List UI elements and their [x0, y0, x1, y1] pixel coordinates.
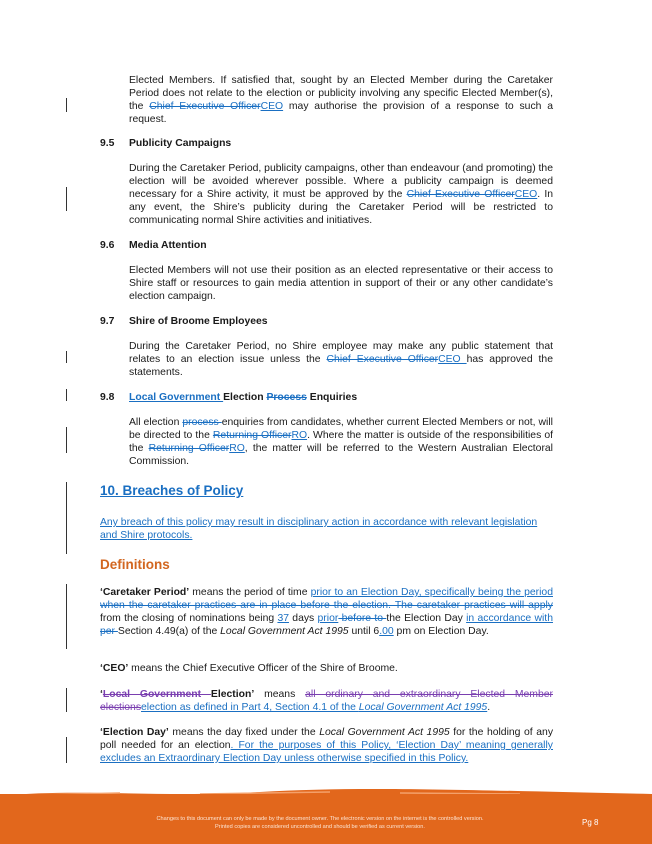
deleted-text: process — [182, 417, 222, 428]
footer-disclaimer: Changes to this document can only be made by the document owner. The electronic version on the internet is the controlled version. Printed copies are considered uncontrolled and should be verified as current version. — [156, 816, 484, 830]
deleted-text: Local Government — [102, 689, 211, 700]
definition-ceo: ‘CEO’ means the Chief Executive Officer of the Shire of Broome. — [100, 663, 398, 674]
section-9-5-paragraph: During the Caretaker Period, publicity campaigns, other than endeavour (and promoting) the election will be avoided wherever possible. Where a publicity campaign is deemed necessary for a Shire activity, it must be approved by the Chief Executive OfficerCEO. In any event, the Shire’s publicity during the Caretaker Period will be restricted to communicating normal Shire activities and initiatives. — [129, 163, 553, 226]
inserted-text: .00 — [379, 626, 394, 637]
deleted-text: before to — [338, 613, 387, 624]
inserted-text: CEO — [514, 189, 538, 200]
section-9-7-paragraph: During the Caretaker Period, no Shire employee may make any public statement that relates to an election issue unless the Chief Executive OfficerCEO has approved the statements. — [129, 341, 553, 378]
change-bar — [66, 187, 67, 211]
deleted-text: all ordinary and extraordinary Elected Member elections — [100, 689, 553, 713]
deleted-text: when the caretaker practices are in place before the election. The caretaker practices will apply — [100, 600, 553, 611]
section-9-6-paragraph: Elected Members will not use their position as an elected representative or their access to Shire staff or resources to gain media attention in support of their or any other candidate’s election campaign. — [129, 265, 553, 302]
inserted-text: . For the purposes of this Policy, ‘Election Day’ meaning generally excludes an Extraordinary Election Day unless otherwise specified in this Policy. — [100, 740, 553, 764]
inserted-text: prior to an Election Day, specifically being the period — [310, 587, 553, 598]
inserted-text: prior — [317, 613, 339, 624]
definition-election: ‘Local Government Election’ means all ordinary and extraordinary Elected Member electionselection as defined in Part 4, Section 4.1 of the Local Government Act 1995. — [100, 689, 553, 713]
section-9-8-paragraph: All election process enquiries from candidates, whether current Elected Members or not, will be directed to the Returning OfficerRO. Where the matter is outside of the responsibilities of the Returning OfficerRO, the matter will be referred to the Western Australian Electoral Commission. — [129, 417, 554, 467]
change-bar — [66, 351, 67, 363]
inserted-text: CEO — [260, 101, 284, 112]
deleted-text: Returning Officer — [148, 443, 230, 454]
document-page: Elected Members. If satisfied that, sought by an Elected Member during the Caretaker Period does not relate to the election or publicity involving any specific Elected Member(s), the Chief Executive OfficerCEO may authorise the provision of a response to such a request. 9.5 Publicity Campaigns During the Caretaker Period, publicity campaigns, other than endeavour (and promoting) the election will be avoided wherever possible. Where a publicity campaign is deemed necessary for a Shire activity, it must be approved by the Chief Executive OfficerCEO. In any event, the Shire’s publicity during the Caretaker Period will be restricted to communicating normal Shire activities and initiatives. 9.6 Media Attention Elected Members will not use their position as an elected representative or their access to Shire staff or resources to gain media attention in support of their or any other candidate’s election campaign. 9.7 Shire of Broome Employees During the Caretaker Period, no Shire employee may make any public statement that relates to an election issue unless the Chief Executive OfficerCEO has approved the statements. 9.8 Local Government Election Process Enquiries All election process enquiries from candidates, whether current Elected Members or not, will be directed to the Returning OfficerRO. Where the matter is outside of the responsibilities of the Returning OfficerRO, the matter will be referred to the Western Australian Electoral Commission. 10. Breaches of Policy Any breach of this policy may result in disciplinary action in accordance with relevant legislation and Shire protocols. Definitions ‘Caretaker Period’ means the period of time prior to an Election Day, specifically being the period when the caretaker practices are in place before the election. The caretaker practices will apply from the closing of nominations being 37 days prior before to the Election Day in accordance with per Section 4.49(a) of the Local Government Act 1995 until 6.00 pm on Election Day. ‘CEO’ means the Chief Executive Officer of the Shire of Broome. ‘Local Government Election’ means all ordinary and extraordinary Elected Member electionselection as defined in Part 4, Section 4.1 of the Local Government Act 1995. ‘Election Day’ means the day fixed under the Local Government Act 1995 for the holding of any poll needed for an election. For the purposes of this Policy, ‘Election Day’ meaning generally excludes an Extraordinary Election Day unless otherwise specified in this Policy. Changes to this document can only be made by the document owner. The electronic version on the internet is the controlled version. Printed copies are considered uncontrolled and should be verified as current version. Pg 8 — [0, 0, 652, 844]
inserted-text: Local Government Act 1995 — [358, 702, 488, 713]
definition-election-day: ‘Election Day’ means the day fixed under the Local Government Act 1995 for the holding of any poll needed for an election. For the purposes of this Policy, ‘Election Day’ meaning generally excludes an Extraordinary Election Day unless otherwise specified in this Policy. — [100, 727, 554, 764]
change-bar — [66, 389, 67, 401]
inserted-text: Local Government — [129, 392, 224, 403]
change-bar — [66, 482, 67, 554]
intro-paragraph: Elected Members. If satisfied that, sought by an Elected Member during the Caretaker Period does not relate to the election or publicity involving any specific Elected Member(s), the Chief Executive OfficerCEO may authorise the provision of a response to such a request. — [129, 75, 553, 125]
definition-caretaker-period: ‘Caretaker Period’ means the period of time prior to an Election Day, specifically being the period when the caretaker practices are in place before the election. The caretaker practices will apply from the closing of nominations being 37 days prior before to the Election Day in accordance with per Section 4.49(a) of the Local Government Act 1995 until 6.00 pm on Election Day. — [100, 587, 553, 637]
page-number: Pg 8 — [582, 818, 599, 827]
change-bar — [66, 737, 67, 763]
change-bar — [66, 688, 67, 712]
inserted-text: 37 — [277, 613, 289, 624]
section-10-heading: 10. Breaches of Policy — [100, 483, 244, 498]
deleted-text: Chief Executive Officer — [326, 354, 439, 365]
deleted-text: Returning Officer — [212, 430, 292, 441]
deleted-text: Chief Executive Officer — [149, 101, 261, 112]
inserted-text: in accordance with — [466, 613, 553, 624]
deleted-text: per — [100, 626, 118, 637]
change-bar — [66, 584, 67, 649]
section-10-paragraph: Any breach of this policy may result in disciplinary action in accordance with relevant legislation and Shire protocols. — [100, 517, 538, 541]
inserted-text: RO — [291, 430, 308, 441]
definitions-heading: Definitions — [100, 557, 170, 572]
inserted-text: election as defined in Part 4, Section 4.1 of the — [141, 702, 359, 713]
change-bar — [66, 427, 67, 453]
inserted-text: RO — [229, 443, 245, 454]
change-bar — [66, 98, 67, 112]
deleted-text: Process — [266, 392, 307, 403]
inserted-text: CEO — [438, 354, 467, 365]
deleted-text: Chief Executive Officer — [406, 189, 515, 200]
